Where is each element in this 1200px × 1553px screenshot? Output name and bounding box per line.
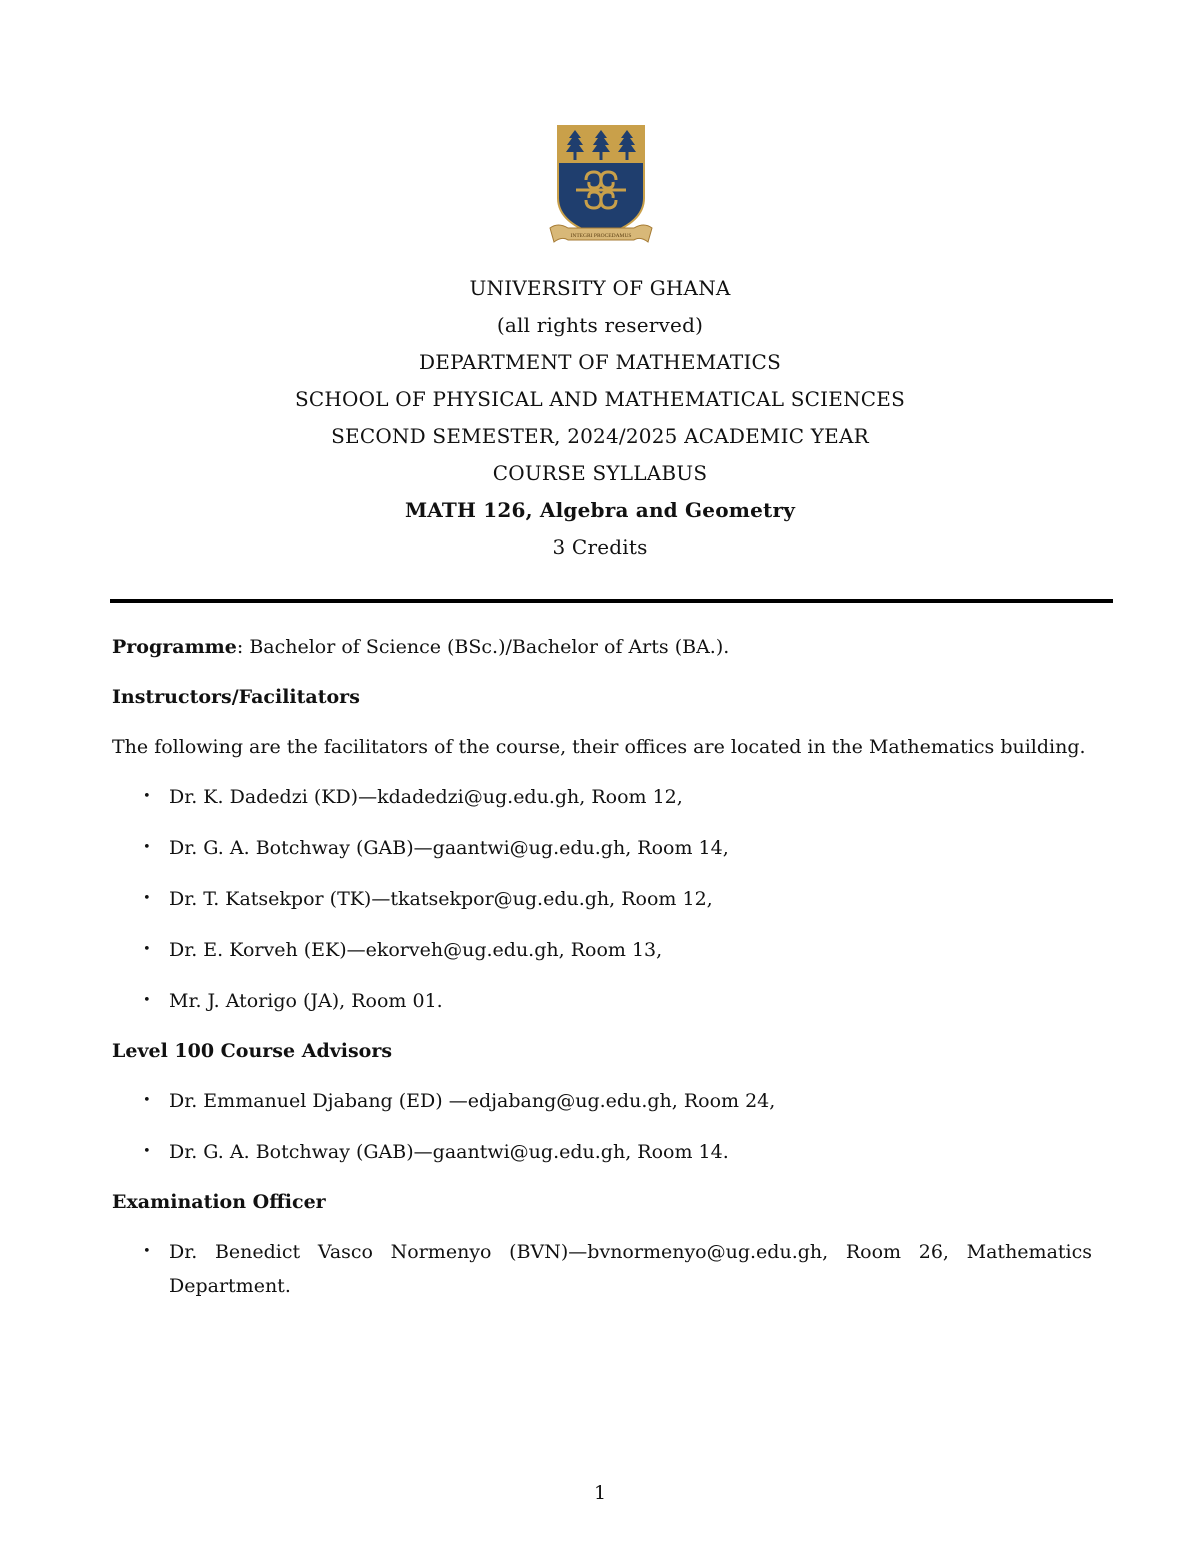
bullet-icon: • — [143, 993, 151, 1008]
university-crest-logo — [548, 124, 654, 248]
list-item: • Dr. G. A. Botchway (GAB)—gaantwi@ug.edu.gh, Room 14. — [112, 1135, 1092, 1169]
instructors-intro: The following are the facilitators of the course, their offices are located in the Mathematics building. — [112, 736, 1086, 758]
rights-notice: (all rights reserved) — [496, 313, 704, 337]
bullet-icon: • — [143, 840, 151, 855]
list-item: • Dr. E. Korveh (EK)—ekorveh@ug.edu.gh, Room 13, — [112, 933, 1092, 967]
exam-officer-heading: Examination Officer — [112, 1191, 326, 1213]
school-name: SCHOOL OF PHYSICAL AND MATHEMATICAL SCIENCES — [294, 387, 905, 411]
instructors-list — [112, 780, 1092, 1018]
department-name: DEPARTMENT OF MATHEMATICS — [419, 350, 781, 374]
instructors-heading: Instructors/Facilitators — [112, 686, 360, 708]
horizontal-rule — [110, 599, 1113, 603]
page-number: 1 — [593, 1482, 607, 1504]
bullet-icon: • — [143, 1244, 151, 1259]
list-item: • Mr. J. Atorigo (JA), Room 01. — [112, 984, 1092, 1018]
list-item: • Dr. G. A. Botchway (GAB)—gaantwi@ug.edu.gh, Room 14, — [112, 831, 1092, 865]
list-item: • Dr. Emmanuel Djabang (ED) —edjabang@ug.edu.gh, Room 24, — [112, 1084, 1092, 1118]
advisors-heading: Level 100 Course Advisors — [112, 1040, 393, 1062]
programme-value: : Bachelor of Science (BSc.)/Bachelor of Arts (BA.). — [236, 636, 730, 658]
exam-officer-list — [112, 1235, 1092, 1303]
syllabus-content — [112, 630, 1092, 1319]
course-title: MATH 126, Algebra and Geometry — [404, 498, 796, 522]
list-item: • Dr. T. Katsekpor (TK)—tkatsekpor@ug.edu.gh, Room 12, — [112, 882, 1092, 916]
crest-trees — [566, 130, 636, 160]
crest-motto: INTEGRI PROCEDAMUS — [570, 233, 632, 239]
course-credits: 3 Credits — [552, 535, 648, 559]
list-item: • Dr. Benedict Vasco Normenyo (BVN)—bvnormenyo@ug.edu.gh, Room 26, Mathematics Department. — [112, 1235, 1092, 1303]
university-name: UNIVERSITY OF GHANA — [469, 276, 731, 300]
advisors-list — [112, 1084, 1092, 1169]
programme-line — [112, 630, 1092, 664]
programme-label: Programme — [112, 636, 237, 658]
bullet-icon: • — [143, 891, 151, 906]
document-type: COURSE SYLLABUS — [492, 461, 708, 485]
title-block — [0, 270, 1200, 566]
bullet-icon: • — [143, 1144, 151, 1159]
bullet-icon: • — [143, 1093, 151, 1108]
semester-line: SECOND SEMESTER, 2024/2025 ACADEMIC YEAR — [331, 424, 869, 448]
bullet-icon: • — [143, 789, 151, 804]
bullet-icon: • — [143, 942, 151, 957]
list-item: • Dr. K. Dadedzi (KD)—kdadedzi@ug.edu.gh, Room 12, — [112, 780, 1092, 814]
